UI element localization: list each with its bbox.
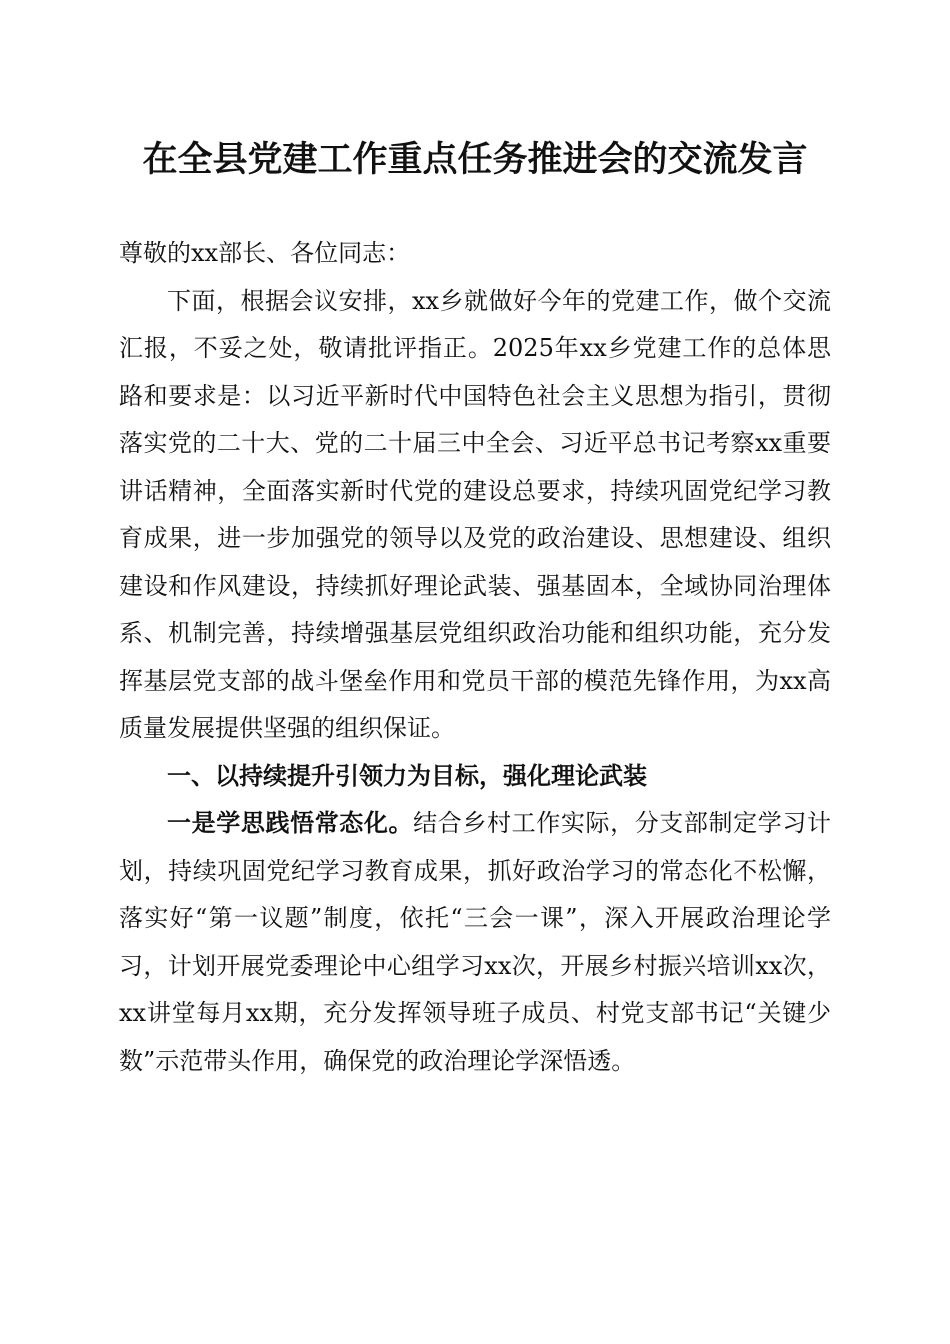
paragraph-intro: 下面，根据会议安排，xx乡就做好今年的党建工作，做个交流汇报，不妥之处，敬请批评指正。2025年xx乡党建工作的总体思路和要求是：以习近平新时代中国特色社会主义思想为指引，贯彻落实党的二十大、党的二十届三中全会、习近平总书记考察xx重要讲话精神，全面落实新时代党的建设总要求，持续巩固党纪学习教育成果，进一步加强党的领导以及党的政治建设、思想建设、组织建设和作风建设，持续抓好理论武装、强基固本，全域协同治理体系、机制完善，持续增强基层党组织政治功能和组织功能，充分发挥基层党支部的战斗堡垒作用和党员干部的模范先锋作用，为xx高质量发展提供坚强的组织保证。 [119, 286, 831, 742]
document-body [119, 230, 831, 1085]
section-heading-1: 一、以持续提升引领力为目标，强化理论武装 [167, 761, 647, 790]
document-title: 在全县党建工作重点任务推进会的交流发言 [142, 139, 808, 180]
paragraph-study [119, 800, 831, 1085]
paragraph-lead: 一是学思践悟常态化。 [167, 809, 414, 837]
salutation: 尊敬的xx部长、各位同志： [119, 239, 411, 267]
paragraph-study-body: 结合乡村工作实际，分支部制定学习计划，持续巩固党纪学习教育成果，抓好政治学习的常态化不松懈，落实好“第一议题”制度，依托“三会一课”，深入开展政治理论学习，计划开展党委理论中心组学习xx次，开展乡村振兴培训xx次，xx讲堂每月xx期，充分发挥领导班子成员、村党支部书记“关键少数”示范带头作用，确保党的政治理论学深悟透。 [119, 809, 832, 1075]
